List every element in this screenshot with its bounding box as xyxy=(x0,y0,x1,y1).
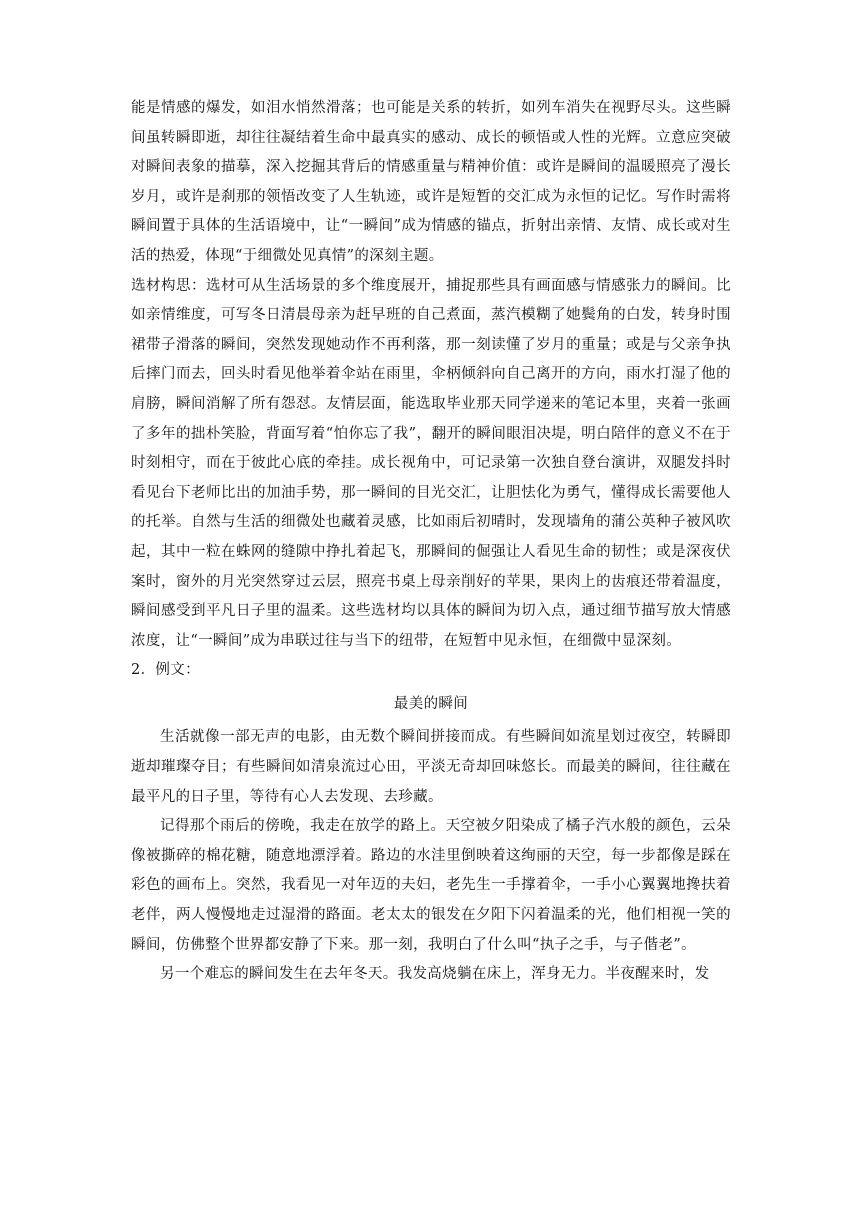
intent-paragraph: 能是情感的爆发，如泪水悄然滑落；也可能是关系的转折，如列车消失在视野尽头。这些瞬间虽转瞬即逝，却往往凝结着生命中最真实的感动、成长的顿悟或人性的光辉。立意应突破对瞬间表象的描摹，深入挖掘其背后的情感重量与精神价值：或许是瞬间的温暖照亮了漫长岁月，或许是刹那的领悟改变了人生轨迹，或许是短暂的交汇成为永恒的记忆。写作时需将瞬间置于具体的生活语境中，让“一瞬间”成为情感的锚点，折射出亲情、友情、成长或对生活的热爱，体现“于细微处见真情”的深刻主题。 xyxy=(131,100,731,264)
essay-paragraph-2: 记得那个雨后的傍晚，我走在放学的路上。天空被夕阳染成了橘子汽水般的颜色，云朵像被撕碎的棉花糖，随意地漂浮着。路边的水洼里倒映着这绚丽的天空，每一步都像是踩在彩色的画布上。突然，我看见一对年迈的夫妇，老先生一手撑着伞，一手小心翼翼地搀扶着老伴，两人慢慢地走过湿滑的路面。老太太的银发在夕阳下闪着温柔的光，他们相视一笑的瞬间，仿佛整个世界都安静了下来。那一刻，我明白了什么叫“执子之手，与子偕老”。 xyxy=(131,818,731,953)
essay-paragraph-3: 另一个难忘的瞬间发生在去年冬天。我发高烧躺在床上，浑身无力。半夜醒来时，发 xyxy=(160,966,710,983)
document-body xyxy=(131,94,731,990)
essay-title: 最美的瞬间 xyxy=(393,695,469,712)
material-paragraph: 选材构思：选材可从生活场景的多个维度展开，捕捉那些具有画面感与情感张力的瞬间。比如亲情维度，可写冬日清晨母亲为赶早班的自己煮面，蒸汽模糊了她鬓角的白发，转身时围裙带子滑落的瞬间，突然发现她动作不再利落，那一刻读懂了岁月的重量；或是与父亲争执后摔门而去，回头时看见他举着伞站在雨里，伞柄倾斜向自己离开的方向，雨水打湿了他的肩膀，瞬间消解了所有怨怼。友情层面，能选取毕业那天同学递来的笔记本里，夹着一张画了多年的拙朴笑脸，背面写着“怕你忘了我”，翻开的瞬间眼泪决堤，明白陪伴的意义不在于时刻相守，而在于彼此心底的牵挂。成长视角中，可记录第一次独自登台演讲，双腿发抖时看见台下老师比出的加油手势，那一瞬间的目光交汇，让胆怯化为勇气，懂得成长需要他人的托举。自然与生活的细微处也藏着灵感，比如雨后初晴时，发现墙角的蒲公英种子被风吹起，其中一粒在蛛网的缝隙中挣扎着起飞，那瞬间的倔强让人看见生命的韧性；或是深夜伏案时，窗外的月光突然穿过云层，照亮书桌上母亲削好的苹果，果肉上的齿痕还带着温度，瞬间感受到平凡日子里的温柔。这些选材均以具体的瞬间为切入点，通过细节描写放大情感浓度，让“一瞬间”成为串联过往与当下的纽带，在短暂中见永恒，在细微中显深刻。 xyxy=(131,277,731,649)
section-label: 2．例文： xyxy=(131,662,200,679)
essay-paragraph-1: 生活就像一部无声的电影，由无数个瞬间拼接而成。有些瞬间如流星划过夜空，转瞬即逝却璀璨夺目；有些瞬间如清泉流过心田，平淡无奇却回味悠长。而最美的瞬间，往往藏在最平凡的日子里，等待有心人去发现、去珍藏。 xyxy=(131,729,731,805)
